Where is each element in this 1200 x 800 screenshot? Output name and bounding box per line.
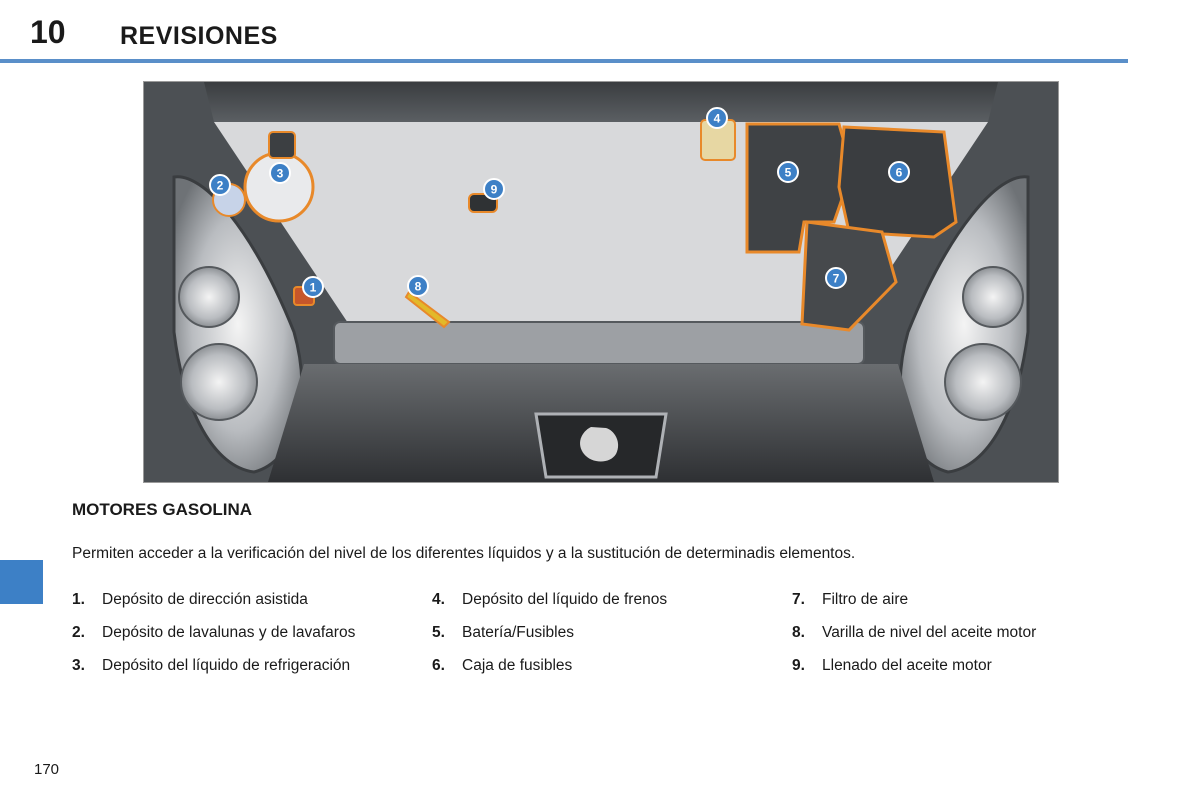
legend-item-number: 6.: [432, 657, 445, 674]
legend-item-number: 4.: [432, 591, 445, 608]
legend-item-label: Depósito de dirección asistida: [102, 591, 308, 608]
legend-item-label: Caja de fusibles: [462, 657, 573, 674]
engine-bay-illustration: [143, 81, 1059, 483]
legend-item: [72, 624, 355, 642]
callout-7: 7: [832, 271, 840, 286]
legend-item: [432, 624, 574, 642]
legend-item-label: Llenado del aceite motor: [822, 657, 992, 674]
legend-item-label: Depósito del líquido de refrigeración: [102, 657, 351, 674]
legend-item-label: Depósito de lavalunas y de lavafaros: [102, 624, 356, 641]
legend-item-number: 3.: [72, 657, 85, 674]
legend-item-number: 2.: [72, 624, 85, 641]
legend-item-number: 8.: [792, 624, 805, 641]
legend-item: [792, 657, 992, 675]
legend-item-number: 7.: [792, 591, 805, 608]
legend-item-number: 5.: [432, 624, 445, 641]
legend-item-number: 9.: [792, 657, 805, 674]
legend-item: [72, 657, 350, 675]
callout-2: 2: [216, 178, 224, 193]
page-number: 170: [34, 761, 60, 778]
intro-paragraph: Permiten acceder a la verificación del nivel de los diferentes líquidos y a la sustitución de determinadis elementos.: [72, 545, 856, 562]
section-title: MOTORES GASOLINA: [72, 500, 253, 519]
chapter-number: 10: [30, 14, 66, 50]
legend-item-label: Batería/Fusibles: [462, 624, 574, 641]
legend-item-label: Varilla de nivel del aceite motor: [822, 624, 1037, 641]
callout-9: 9: [490, 182, 498, 197]
callout-6: 6: [895, 165, 903, 180]
legend-item: [792, 624, 1036, 642]
callout-5: 5: [784, 165, 792, 180]
legend-item: [432, 657, 572, 675]
legend-item-label: Filtro de aire: [822, 591, 909, 608]
callout-4: 4: [713, 111, 721, 126]
callout-8: 8: [414, 279, 422, 294]
callout-3: 3: [276, 166, 284, 181]
legend-item-number: 1.: [72, 591, 85, 608]
legend-item: [432, 591, 667, 609]
header-rule: [0, 59, 1128, 63]
chapter-title: REVISIONES: [120, 22, 278, 50]
legend-item-label: Depósito del líquido de frenos: [462, 591, 668, 608]
legend-item: [792, 591, 908, 609]
legend-item: [72, 591, 308, 609]
callout-1: 1: [309, 280, 317, 295]
chapter-side-tab: [0, 560, 43, 604]
